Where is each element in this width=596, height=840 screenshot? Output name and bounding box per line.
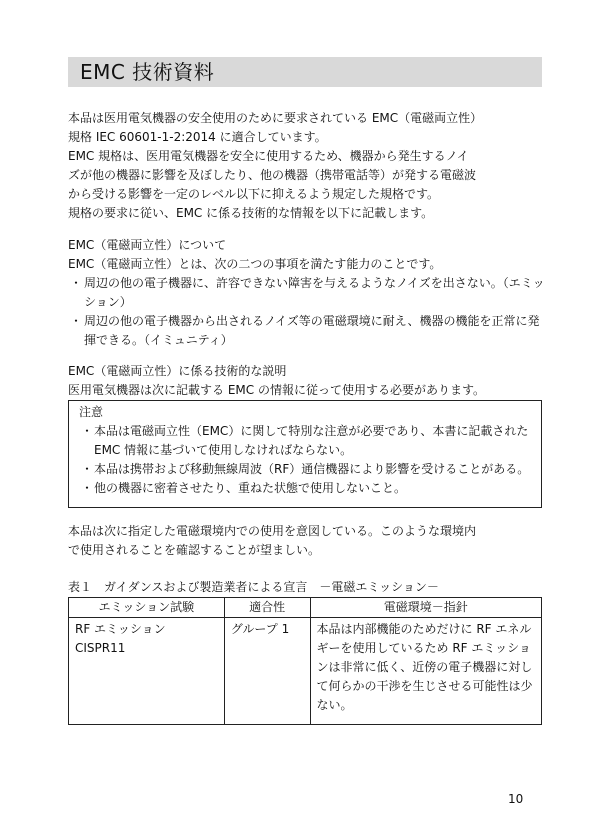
emission-table	[68, 597, 542, 725]
environment-section	[68, 522, 548, 560]
bullet-text: 周辺の他の電子機器から出されるノイズ等の電磁環境に耐え、機器の機能を正常に発揮できる。（イミュニティ）	[84, 314, 540, 347]
page-number: 10	[508, 792, 524, 806]
bullet-text: 本品は電磁両立性（EMC）に関して特別な注意が必要であり、本書に記載された EMC 情報に基づいて使用しなければならない。	[94, 424, 529, 457]
intro-line: 規格の要求に従い、EMC に係る技術的な情報を以下に記載します。	[68, 206, 434, 220]
environment-line: 本品は次に指定した電磁環境内での使用を意図している。このような環境内	[68, 524, 477, 538]
intro-line: ズが他の機器に影響を及ぼしたり、他の機器（携帯電話等）が発する電磁波	[68, 168, 477, 182]
intro-line: 本品は医用電気機器の安全使用のために要求されている EMC（電磁両立性）	[68, 111, 483, 125]
table-header-row	[69, 598, 542, 618]
environment-line: で使用されることを確認することが望ましい。	[68, 543, 321, 557]
column-header-guidance: 電磁環境－指針	[310, 598, 541, 618]
technical-heading: EMC（電磁両立性）に係る技術的な説明	[68, 364, 287, 378]
intro-line: EMC 規格は、医用電気機器を安全に使用するため、機器から発生するノイ	[68, 149, 469, 163]
caution-bullets	[79, 422, 531, 498]
table-caption: 表１ ガイダンスおよび製造業者による宣言 －電磁エミッション－	[68, 580, 439, 594]
bullet-text: 本品は携帯および移動無線周波（RF）通信機器により影響を受けることがある。	[94, 462, 530, 476]
about-section	[68, 236, 548, 350]
about-bullets	[68, 274, 548, 350]
list-item: ・ 本品は電磁両立性（EMC）に関して特別な注意が必要であり、本書に記載された EMC 情報に基づいて使用しなければならない。	[81, 424, 529, 457]
list-item: ・ 他の機器に密着させたり、重ねた状態で使用しないこと。	[81, 481, 407, 495]
list-item: ・ 周辺の他の電子機器から出されるノイズ等の電磁環境に耐え、機器の機能を正常に発揮できる。（イミュニティ）	[70, 314, 540, 347]
cell-compliance: グループ 1	[224, 618, 310, 725]
list-item: ・ 本品は携帯および移動無線周波（RF）通信機器により影響を受けることがある。	[81, 462, 530, 476]
intro-line: 規格 IEC 60601-1-2:2014 に適合しています。	[68, 130, 327, 144]
table-row	[69, 618, 542, 725]
cell-guidance: 本品は内部機能のためだけに RF エネルギーを使用しているため RF エミッションは非常に低く、近傍の電子機器に対して何らかの干渉を生じさせる可能性は少ない。	[310, 618, 541, 725]
column-header-compliance: 適合性	[224, 598, 310, 618]
bullet-text: 他の機器に密着させたり、重ねた状態で使用しないこと。	[94, 481, 407, 495]
column-header-test: エミッション試験	[69, 598, 225, 618]
page-title: EMC 技術資料	[68, 57, 542, 87]
bullet-text: 周辺の他の電子機器に、許容できない障害を与えるようなノイズを出さない。（エミッション）	[84, 276, 545, 309]
technical-section	[68, 362, 548, 400]
list-item: ・ 周辺の他の電子機器に、許容できない障害を与えるようなノイズを出さない。（エミッション）	[70, 276, 545, 309]
caution-heading: 注意	[79, 405, 104, 419]
caution-box	[68, 400, 542, 508]
about-heading: EMC（電磁両立性）について	[68, 238, 227, 252]
about-lead: EMC（電磁両立性）とは、次の二つの事項を満たす能力のことです。	[68, 257, 442, 271]
technical-lead: 医用電気機器は次に記載する EMC の情報に従って使用する必要があります。	[68, 383, 485, 397]
intro-line: から受ける影響を一定のレベル以下に抑えるよう規定した規格です。	[68, 187, 440, 201]
cell-test: RF エミッション CISPR11	[69, 618, 225, 725]
intro-section	[68, 109, 548, 223]
